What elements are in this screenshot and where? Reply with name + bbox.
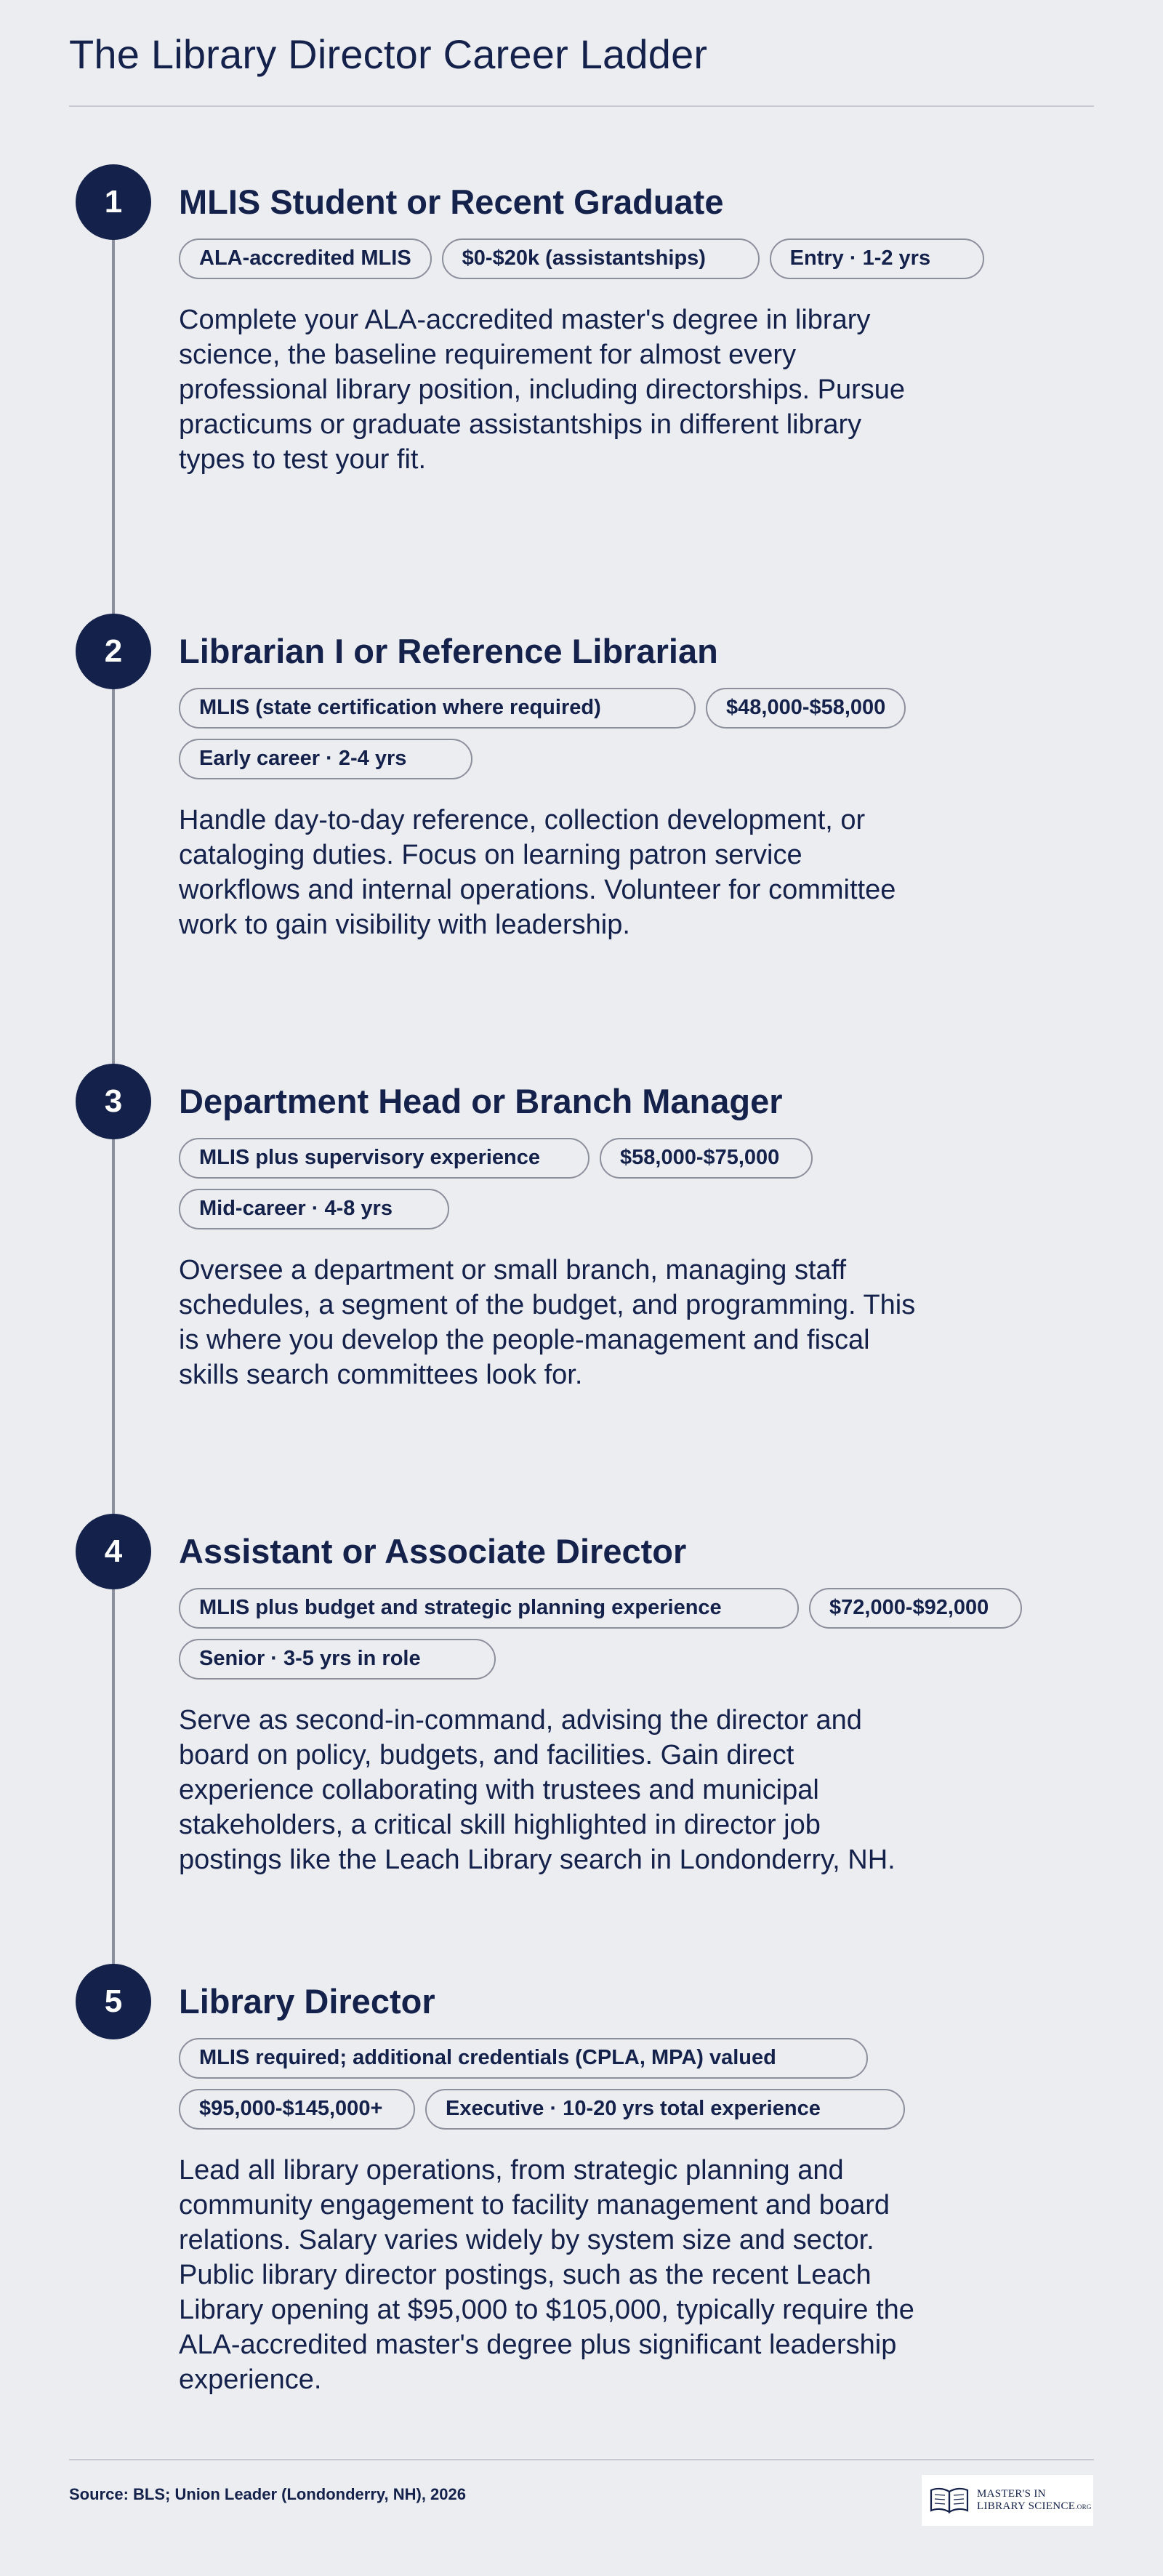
- step-number-badge: 2: [76, 614, 151, 689]
- experience-tag: Mid-career · 4-8 yrs: [179, 1189, 449, 1229]
- step-number-badge: 5: [76, 1964, 151, 2039]
- step-description: Serve as second-in-command, advising the director and board on policy, budgets, and facilities. Gain direct experience collaborating with trustees and municipal stakeholders, a critical skill highlighted in director job postings like the Leach Library search in Londonderry, NH.: [179, 1704, 896, 1875]
- step-title: Department Head or Branch Manager: [179, 1082, 783, 1120]
- step-tags: [179, 1588, 1022, 1680]
- step-tags: [179, 238, 1037, 279]
- step-title: MLIS Student or Recent Graduate: [179, 182, 724, 221]
- step-content: [179, 1083, 964, 1392]
- step-number-badge: 3: [76, 1064, 151, 1139]
- logo-suffix: .ORG: [1075, 2503, 1092, 2511]
- education-tag: MLIS required; additional credentials (CPLA, MPA) valued: [179, 2038, 868, 2079]
- source-note: Source: BLS; Union Leader (Londonderry, NH), 2026: [69, 2485, 466, 2503]
- education-tag: MLIS plus supervisory experience: [179, 1138, 589, 1179]
- logo-wordmark: [977, 2488, 1092, 2513]
- education-tag: ALA-accredited MLIS: [179, 238, 432, 279]
- logo-line-2: [977, 2500, 1092, 2513]
- education-tag: MLIS (state certification where required): [179, 688, 696, 729]
- step-tags: [179, 688, 935, 779]
- salary-tag: $48,000-$58,000: [706, 688, 906, 729]
- page-title: The Library Director Career Ladder: [69, 31, 708, 77]
- step-description: Complete your ALA-accredited master's degree in library science, the baseline requirement for almost every professional library position, including directorships. Pursue practicums or graduate assistantships in different library types to test your fit.: [179, 304, 906, 475]
- step-description: Lead all library operations, from strategic planning and community engagement to facility management and board relations. Salary varies widely by system size and sector. Public library director postings, such as the recent Leach Library opening at $95,000 to $105,000, typically require the ALA-accredited master's degree plus significant leadership experience.: [179, 2154, 914, 2395]
- experience-tag: Executive · 10-20 yrs total experience: [425, 2089, 905, 2130]
- step-title: Library Director: [179, 1982, 435, 2021]
- step-description: Handle day-to-day reference, collection development, or cataloging duties. Focus on learning patron service workflows and internal operations. Volunteer for committee work to gain visibility with leadership.: [179, 804, 896, 940]
- step-content: [179, 183, 964, 477]
- open-book-icon: [929, 2486, 970, 2515]
- salary-tag: $95,000-$145,000+: [179, 2089, 415, 2130]
- step-number-badge: 4: [76, 1514, 151, 1589]
- experience-tag: Entry · 1-2 yrs: [770, 238, 984, 279]
- step-tags: [179, 1138, 833, 1229]
- logo-line-2-text: LIBRARY SCIENCE: [977, 2500, 1076, 2512]
- logo-line-1: MASTER'S IN: [977, 2487, 1046, 2500]
- salary-tag: $72,000-$92,000: [809, 1588, 1022, 1629]
- step-content: [179, 1983, 964, 2397]
- step-tags: [179, 2038, 913, 2130]
- step-content: [179, 1532, 989, 1877]
- header-divider: [69, 105, 1094, 107]
- experience-tag: Senior · 3-5 yrs in role: [179, 1639, 496, 1680]
- footer-divider: [69, 2459, 1094, 2460]
- step-content: [179, 633, 964, 942]
- education-tag: MLIS plus budget and strategic planning experience: [179, 1588, 799, 1629]
- salary-tag: $0-$20k (assistantships): [442, 238, 760, 279]
- step-title: Assistant or Associate Director: [179, 1532, 687, 1570]
- site-logo: [922, 2475, 1093, 2526]
- step-title: Librarian I or Reference Librarian: [179, 632, 718, 670]
- step-description: Oversee a department or small branch, managing staff schedules, a segment of the budget, and programming. This is where you develop the people-management and fiscal skills search committees look for.: [179, 1254, 916, 1390]
- step-number-badge: 1: [76, 164, 151, 240]
- salary-tag: $58,000-$75,000: [600, 1138, 813, 1179]
- experience-tag: Early career · 2-4 yrs: [179, 739, 472, 779]
